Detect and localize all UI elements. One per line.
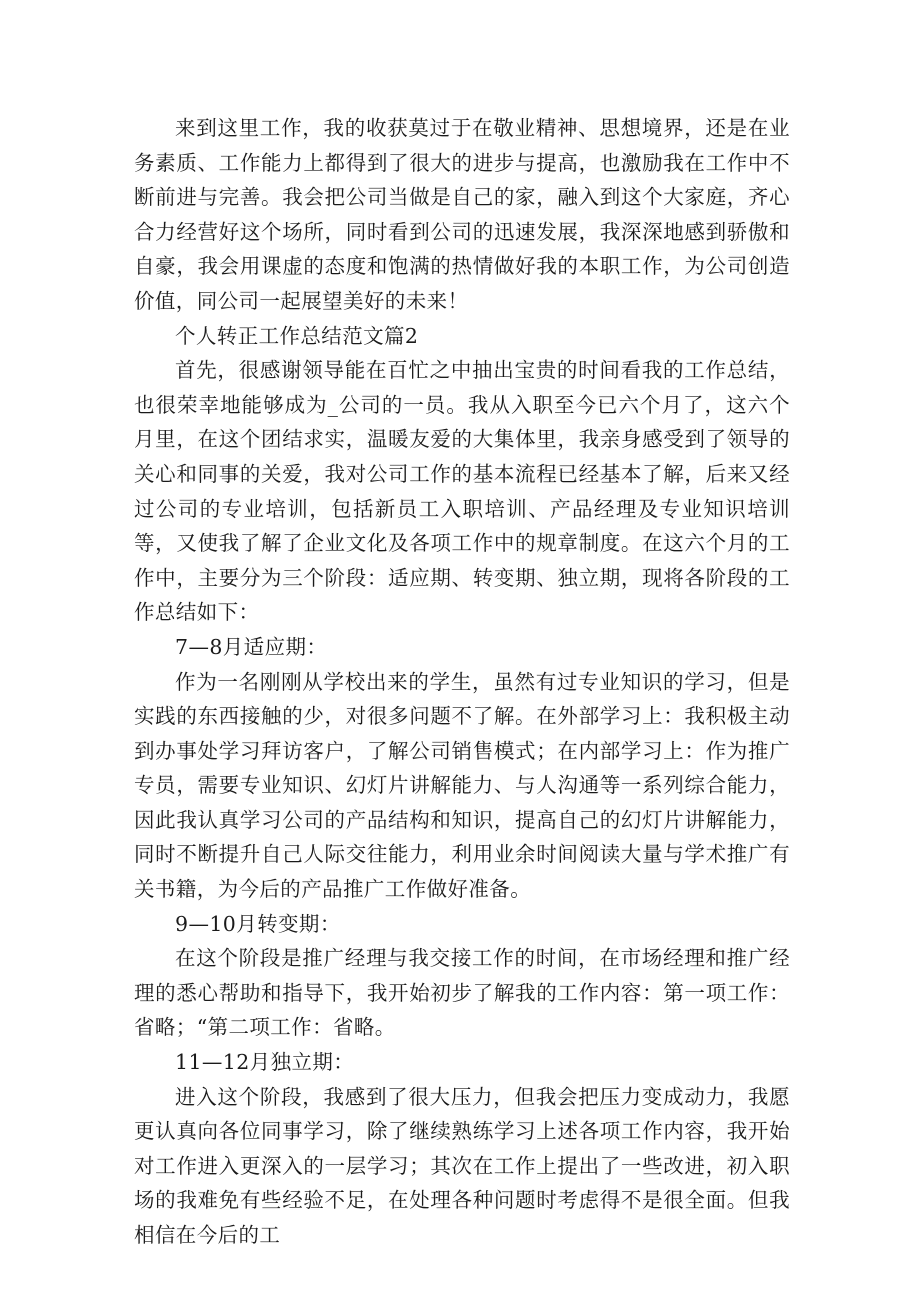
- paragraph-intro: 首先，很感谢领导能在百忙之中抽出宝贵的时间看我的工作总结，也很荣幸地能够成为_公司的一员。我从入职至今已六个月了，这六个月里，在这个团结求实，温暖友爱的大集体里，我亲身感受到了领导的关心和同事的关爱，我对公司工作的基本流程已经基本了解，后来又经过公司的专业培训，包括新员工入职培训、产品经理及专业知识培训等，又使我了解了企业文化及各项工作中的规章制度。在这六个月的工作中，主要分为三个阶段：适应期、转变期、独立期，现将各阶段的工作总结如下：: [134, 358, 790, 625]
- document-body: [134, 111, 790, 1253]
- paragraph-summary: 来到这里工作，我的收获莫过于在敬业精神、思想境界，还是在业务素质、工作能力上都得到了很大的进步与提高，也激励我在工作中不断前进与完善。我会把公司当做是自己的家，融入到这个大家庭，齐心合力经营好这个场所，同时看到公司的迅速发展，我深深地感到骄傲和自豪，我会用课虚的态度和饱满的热情做好我的本职工作，为公司创造价值，同公司一起展望美好的未来！: [134, 116, 790, 313]
- subheading-adaptation-period: 7—8月适应期：: [175, 634, 328, 659]
- subheading-transition-period: 9—10月转变期：: [175, 911, 341, 936]
- paragraph-adaptation: 作为一名刚刚从学校出来的学生，虽然有过专业知识的学习，但是实践的东西接触的少，对很多问题不了解。在外部学习上：我积极主动到办事处学习拜访客户，了解公司销售模式；在内部学习上：作为推广专员，需要专业知识、幻灯片讲解能力、与人沟通等一系列综合能力，因此我认真学习公司的产品结构和知识，提高自己的幻灯片讲解能力，同时不断提升自己人际交往能力，利用业余时间阅读大量与学术推广有关书籍，为今后的产品推广工作做好准备。: [134, 669, 790, 902]
- section-title: 个人转正工作总结范文篇2: [175, 323, 419, 348]
- paragraph-transition: 在这个阶段是推广经理与我交接工作的时间，在市场经理和推广经理的悉心帮助和指导下，我开始初步了解我的工作内容：第一项工作：省略；“第二项工作：省略。: [134, 946, 790, 1040]
- paragraph-independent: 进入这个阶段，我感到了很大压力，但我会把压力变成动力，我愿更认真向各位同事学习，除了继续熟练学习上述各项工作内容，我开始对工作进入更深入的一层学习；其次在工作上提出了一些改进，初入职场的我难免有些经验不足，在处理各种问题时考虑得不是很全面。但我相信在今后的工: [134, 1084, 790, 1247]
- subheading-independent-period: 11—12月独立期：: [175, 1050, 355, 1075]
